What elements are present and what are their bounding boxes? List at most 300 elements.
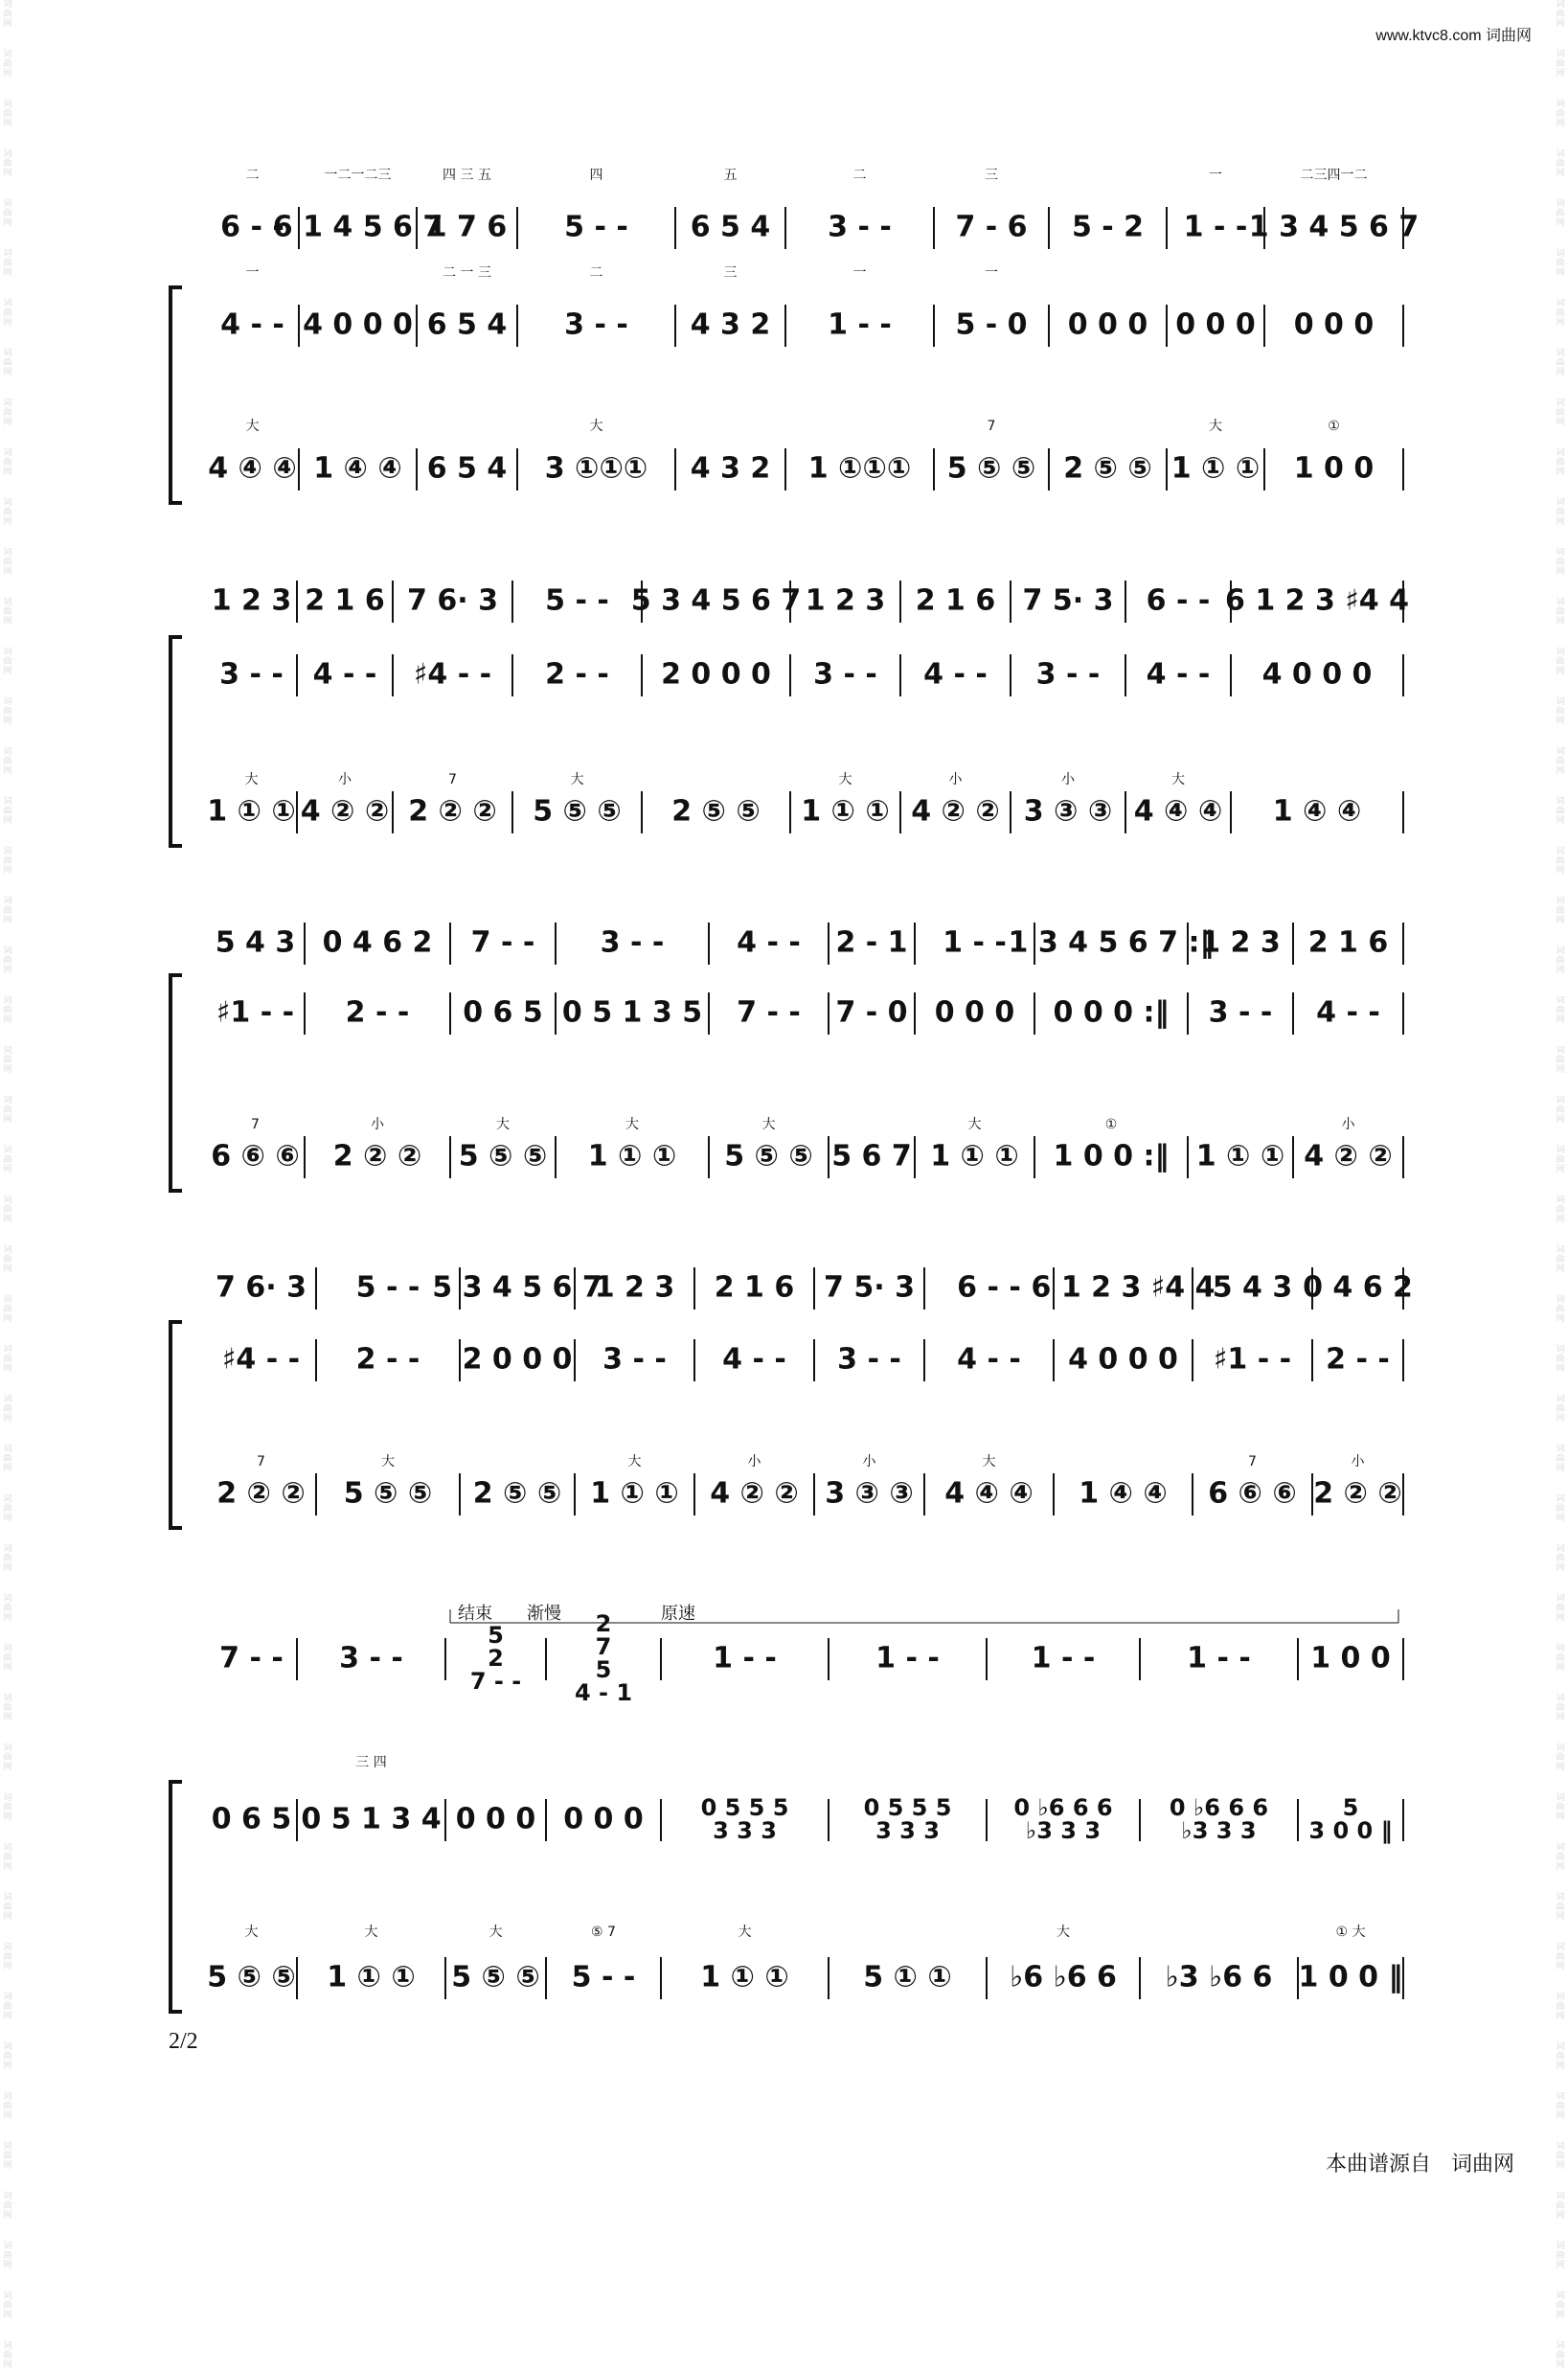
watermark-text: 词曲网 — [1556, 2142, 1565, 2171]
watermark-text: 词曲网 — [1556, 897, 1565, 925]
note-group: 4 - - — [312, 657, 377, 692]
note-group: 3 - - — [813, 657, 877, 692]
system-brace — [170, 287, 182, 503]
note-group: ♭3 ♭6 6 — [1165, 1960, 1273, 1994]
note-group: 5 — [595, 1656, 612, 1683]
watermark-text: 词曲网 — [1556, 349, 1565, 377]
watermark-text: 词曲网 — [1556, 1644, 1565, 1673]
watermark-text: 词曲网 — [3, 149, 12, 178]
note-group: 4 - - — [1316, 995, 1380, 1030]
note-group: 1 ① ① — [1195, 1139, 1285, 1174]
note-group: 2 — [595, 1610, 612, 1637]
watermark-text: 词曲网 — [1556, 996, 1565, 1025]
watermark-text: 词曲网 — [3, 2341, 12, 2370]
fingering-mark: 五 — [723, 168, 738, 183]
watermark-text: 词曲网 — [3, 1295, 12, 1324]
note-group: 2 - - — [545, 657, 609, 692]
note-group: 6 - - — [957, 1270, 1021, 1305]
fingering-mark: 三 — [723, 265, 738, 281]
fingering-mark: 7 — [448, 772, 457, 787]
note-group: 4 - - — [737, 925, 801, 960]
note-group: 1 ① ① — [207, 794, 296, 829]
note-group: 1 2 3 — [211, 583, 292, 618]
note-group: 1 - - — [1031, 1641, 1096, 1675]
fingering-mark: ① — [1104, 1117, 1118, 1132]
watermark-text: 词曲网 — [1556, 697, 1565, 726]
note-group: 1 - - — [875, 1641, 940, 1675]
watermark-text: 词曲网 — [1556, 598, 1565, 627]
note-group: 5 - - — [545, 583, 609, 618]
fingering-mark: 二 — [589, 265, 603, 281]
note-group: 0 ♭6 6 6 — [1169, 1794, 1269, 1821]
note-group: 1 2 3 — [1200, 925, 1281, 960]
system-brace — [170, 637, 182, 846]
watermark-text: 词曲网 — [3, 1445, 12, 1473]
watermark-text: 词曲网 — [1556, 1096, 1565, 1125]
note-group: 2 0 0 0 — [661, 657, 771, 692]
watermark-text: 词曲网 — [3, 1743, 12, 1772]
watermark-text: 词曲网 — [1556, 2042, 1565, 2071]
note-group: 4 - - — [957, 1342, 1021, 1377]
note-group: 1 ① ① — [327, 1960, 416, 1994]
note-group: 7 5· 3 — [824, 1270, 915, 1305]
fingering-mark: ⑤ 7 — [591, 1925, 616, 1940]
watermark-text: 词曲网 — [3, 498, 12, 527]
watermark-text: 词曲网 — [1556, 1196, 1565, 1224]
watermark-text: 词曲网 — [3, 598, 12, 627]
watermark-text: 词曲网 — [3, 2242, 12, 2270]
fingering-mark: 小 — [862, 1454, 876, 1470]
note-group: 1 ① ① — [801, 794, 890, 829]
note-group: 0 0 0 — [1293, 308, 1375, 342]
note-group: ♯4 - - — [221, 1342, 301, 1377]
note-group: 4 - 1 — [574, 1679, 633, 1706]
fingering-mark: 四 三 五 — [443, 168, 491, 183]
watermark-text: 词曲网 — [3, 648, 12, 676]
note-group: 3 - - — [1208, 995, 1273, 1030]
watermark-text: 词曲网 — [3, 1793, 12, 1822]
note-group: 3 0 0 ‖ — [1308, 1817, 1393, 1844]
note-group: 1 7 6 — [426, 210, 508, 244]
note-group: 7 - - — [470, 925, 535, 960]
note-group: 5 - - — [355, 1270, 420, 1305]
fingering-mark: 7 — [987, 419, 996, 434]
note-group: ♯4 - - — [413, 657, 492, 692]
watermark-text: 词曲网 — [1556, 1943, 1565, 1971]
note-group: 2 ② ② — [216, 1476, 306, 1511]
note-group: 1 ④ ④ — [313, 451, 402, 486]
note-group: 4 ④ ④ — [944, 1476, 1034, 1511]
note-group: 6 ⑥ ⑥ — [211, 1139, 300, 1174]
watermark-text: 词曲网 — [3, 349, 12, 377]
fingering-mark: 二 — [852, 168, 867, 183]
note-group: 5 - 0 — [955, 308, 1028, 342]
watermark-text: 词曲网 — [1556, 1046, 1565, 1075]
watermark-text: 词曲网 — [3, 399, 12, 427]
fingering-mark: 大 — [244, 1925, 259, 1940]
note-group: 5 ⑤ ⑤ — [207, 1960, 296, 1994]
note-group: 1 ① ① — [700, 1960, 789, 1994]
system-brace — [170, 1782, 182, 2012]
note-group: 5 - - — [564, 210, 628, 244]
note-group: 5 3 4 5 6 7 — [630, 583, 802, 618]
watermark-text: 词曲网 — [1556, 946, 1565, 975]
fingering-mark: 大 — [364, 1925, 378, 1940]
watermark-text: 词曲网 — [1556, 1594, 1565, 1623]
note-group: 7 6· 3 — [407, 583, 498, 618]
fingering-mark: 小 — [948, 772, 963, 787]
watermark-text: 词曲网 — [1556, 448, 1565, 477]
watermark-text: 词曲网 — [3, 2092, 12, 2121]
note-group: 1 0 0 :‖ — [1053, 1139, 1170, 1174]
note-group: 5 ⑤ ⑤ — [451, 1960, 540, 1994]
watermark-text: 词曲网 — [3, 1694, 12, 1722]
watermark-text: 词曲网 — [3, 249, 12, 278]
watermark-text: 词曲网 — [3, 1993, 12, 2021]
watermark-text: 词曲网 — [3, 1644, 12, 1673]
note-group: 2 ⑤ ⑤ — [1063, 451, 1152, 486]
note-group: ♯1 - - — [1213, 1342, 1292, 1377]
note-group: 7 - - — [469, 1668, 522, 1695]
fingering-mark: 一 — [985, 265, 998, 281]
fingering-mark: 一 — [245, 265, 260, 281]
fingering-mark: 小 — [1061, 772, 1075, 787]
note-group: 1 ① ① — [590, 1476, 679, 1511]
fingering-mark: 大 — [761, 1117, 776, 1132]
marking-rit: 渐慢 — [527, 1604, 561, 1624]
note-group: 2 - - — [355, 1342, 420, 1377]
watermark-text: 词曲网 — [3, 448, 12, 477]
note-group: 2 - - — [1326, 1342, 1390, 1377]
note-group: 3 - - — [1035, 657, 1101, 692]
note-group: 6 5 4 — [426, 308, 508, 342]
watermark-text: 词曲网 — [3, 946, 12, 975]
note-group: 7 6· 3 — [216, 1270, 307, 1305]
note-group: 5 4 3 — [215, 925, 296, 960]
note-group: 0 0 0 — [1067, 308, 1148, 342]
fingering-mark: ① 大 — [1335, 1925, 1366, 1940]
note-group: 0 4 6 2 — [322, 925, 433, 960]
watermark-text: 词曲网 — [3, 2291, 12, 2320]
note-group: 6 ⑥ ⑥ — [1208, 1476, 1297, 1511]
note-group: 1 - - — [828, 308, 892, 342]
watermark-text: 词曲网 — [3, 100, 12, 128]
watermark-text: 词曲网 — [3, 1146, 12, 1174]
note-group: 5 ⑤ ⑤ — [343, 1476, 433, 1511]
note-group: 0 5 5 5 — [863, 1794, 952, 1821]
note-group: 7 - - — [737, 995, 801, 1030]
note-group: 4 0 0 0 — [1261, 657, 1373, 692]
watermark-text: 词曲网 — [1556, 149, 1565, 178]
watermark-text: 词曲网 — [3, 1345, 12, 1374]
note-group: 7 5· 3 — [1022, 583, 1114, 618]
note-group: 2 1 6 — [305, 583, 385, 618]
note-group: 7 - - — [219, 1641, 284, 1675]
fingering-mark: 三 — [985, 168, 998, 183]
note-group: 2 - 1 — [835, 925, 908, 960]
watermark-text: 词曲网 — [1556, 1544, 1565, 1573]
watermark-text: 词曲网 — [3, 1843, 12, 1872]
note-group: 4 ④ ④ — [1133, 794, 1223, 829]
note-group: 4 ② ② — [1304, 1139, 1393, 1174]
watermark-text: 词曲网 — [1556, 1395, 1565, 1424]
note-group: 0 0 0 — [934, 995, 1015, 1030]
source-credit — [1326, 2148, 1514, 2177]
watermark-text: 词曲网 — [3, 0, 12, 29]
fingering-mark: 大 — [1171, 772, 1185, 787]
page-number: 2/2 — [169, 2029, 198, 2054]
watermark-text: 词曲网 — [1556, 199, 1565, 228]
watermark-text: 词曲网 — [1556, 1245, 1565, 1274]
watermark-text: 词曲网 — [3, 1096, 12, 1125]
watermark-text: 词曲网 — [1556, 1793, 1565, 1822]
watermark-text: 词曲网 — [1556, 1445, 1565, 1473]
fingering-mark: 四 — [589, 168, 603, 183]
note-group: 7 - 0 — [835, 995, 908, 1030]
watermark-text: 词曲网 — [3, 1395, 12, 1424]
note-group: 0 6 5 — [463, 995, 543, 1030]
note-group: 1 0 0 — [1310, 1641, 1391, 1675]
fingering-mark: 二 一 三 — [443, 265, 491, 281]
watermark-text: 词曲网 — [1556, 747, 1565, 776]
note-group: 5 — [1342, 1794, 1359, 1821]
system-brace — [170, 1322, 182, 1528]
fingering-mark: 大 — [489, 1925, 503, 1940]
watermark-text: 词曲网 — [3, 1245, 12, 1274]
fingering-mark: 大 — [381, 1454, 395, 1470]
note-group: 3 3 3 — [875, 1817, 940, 1844]
note-group: 5 — [488, 1622, 504, 1649]
watermark-text: 词曲网 — [1556, 1295, 1565, 1324]
watermark-text: 词曲网 — [1556, 2092, 1565, 2121]
note-group: 2 1 6 — [714, 1270, 795, 1305]
note-group: 1 - - — [1183, 210, 1248, 244]
note-group: 4 3 2 — [690, 451, 771, 486]
fingering-mark: 大 — [1209, 419, 1222, 434]
fingering-mark: 大 — [1057, 1925, 1070, 1940]
fingering-mark: 小 — [1341, 1117, 1355, 1132]
note-group: 0 0 0 — [563, 1802, 644, 1836]
watermark-text: 词曲网 — [1556, 1843, 1565, 1872]
note-group: 0 5 1 3 4 — [301, 1802, 442, 1836]
watermark-text: 词曲网 — [1556, 648, 1565, 676]
note-group: 5 ⑤ ⑤ — [458, 1139, 548, 1174]
watermark-text: 词曲网 — [1556, 847, 1565, 876]
note-group: 2 ⑤ ⑤ — [671, 794, 761, 829]
note-group: 2 ⑤ ⑤ — [472, 1476, 562, 1511]
note-group: 1 ①①① — [807, 451, 912, 486]
note-group: 0 6 5 — [211, 1802, 292, 1836]
site-url: www.ktvc8.com 词曲网 — [1375, 28, 1532, 44]
note-group: 5 ⑤ ⑤ — [533, 794, 622, 829]
note-group: 3 ③ ③ — [825, 1476, 914, 1511]
watermark-text: 词曲网 — [3, 548, 12, 577]
fingering-mark: 7 — [251, 1117, 260, 1132]
note-group: 2 — [488, 1645, 504, 1672]
note-group: 2 ② ② — [1313, 1476, 1402, 1511]
watermark-text: 词曲网 — [1556, 0, 1565, 29]
watermark-text: 词曲网 — [1556, 1893, 1565, 1922]
watermark-text: 词曲网 — [3, 897, 12, 925]
note-group: 3 - - — [219, 657, 284, 692]
watermark-text: 词曲网 — [1556, 100, 1565, 128]
note-group: 3 - - — [602, 1342, 667, 1377]
fingering-mark: 一 — [852, 265, 867, 281]
note-group: ♯1 - - — [216, 995, 295, 1030]
fingering-mark: 一 — [1209, 168, 1222, 183]
note-group: 0 5 5 5 — [700, 1794, 789, 1821]
note-group: 3 - - — [600, 925, 665, 960]
note-group: 0 ♭6 6 6 — [1013, 1794, 1113, 1821]
watermark-text: 词曲网 — [1556, 1743, 1565, 1772]
note-group: ♭3 3 3 — [1025, 1817, 1102, 1844]
note-group: 5 4 3 — [1212, 1270, 1293, 1305]
note-group: 1 - - — [1187, 1641, 1251, 1675]
fingering-mark: 一二一二三 — [324, 168, 392, 183]
note-group: 3 - - — [828, 210, 892, 244]
watermark-text: 词曲网 — [3, 797, 12, 826]
note-group: 1 ④ ④ — [1079, 1476, 1168, 1511]
fingering-mark: 小 — [1351, 1454, 1365, 1470]
fingering-mark: 小 — [338, 772, 352, 787]
note-group: 1 - - — [943, 925, 1007, 960]
note-group: 4 - - — [220, 308, 284, 342]
note-group: 2 ② ② — [332, 1139, 422, 1174]
marking-a-tempo: 原速 — [661, 1604, 695, 1624]
fingering-mark: 大 — [838, 772, 852, 787]
fingering-mark: 7 — [257, 1454, 265, 1470]
watermark-text: 词曲网 — [3, 1494, 12, 1523]
system-brace — [170, 975, 182, 1191]
note-group: 2 1 6 — [1307, 925, 1389, 960]
note-group: 2 ② ② — [408, 794, 497, 829]
fingering-mark: 7 — [1248, 1454, 1257, 1470]
watermark-text: 词曲网 — [1556, 2341, 1565, 2370]
note-group: 3 3 3 — [713, 1817, 777, 1844]
fingering-mark: 大 — [244, 772, 259, 787]
watermark-text: 词曲网 — [1556, 1345, 1565, 1374]
watermark-text: 词曲网 — [1556, 2291, 1565, 2320]
note-group: 3 - - — [339, 1641, 403, 1675]
note-group: 5 ⑤ ⑤ — [946, 451, 1036, 486]
note-group: 2 - - — [345, 995, 410, 1030]
note-group: 3 - - — [837, 1342, 901, 1377]
note-group: 6 5 4 — [426, 451, 508, 486]
note-group: 5 6 7 — [831, 1139, 912, 1174]
note-group: 5 ① ① — [863, 1960, 952, 1994]
fingering-mark: 大 — [496, 1117, 510, 1132]
watermark-text: 词曲网 — [1556, 399, 1565, 427]
watermark-text: 词曲网 — [3, 50, 12, 79]
note-group: 0 0 0 — [455, 1802, 536, 1836]
watermark-text: 词曲网 — [3, 1196, 12, 1224]
note-group: 2 1 6 — [915, 583, 996, 618]
note-group: 4 0 0 0 — [1068, 1342, 1178, 1377]
watermark-text: 词曲网 — [3, 747, 12, 776]
watermark-text: 词曲网 — [3, 2142, 12, 2171]
note-group: 7 - 6 — [955, 210, 1028, 244]
note-group: 1 3 4 5 6 7 :‖ — [1008, 925, 1215, 960]
watermark-text: 词曲网 — [3, 1594, 12, 1623]
note-group: 4 - - — [923, 657, 988, 692]
watermark-text: 词曲网 — [1556, 249, 1565, 278]
fingering-mark: 二 — [245, 168, 260, 183]
note-group: 1 ④ ④ — [1272, 794, 1362, 829]
fingering-mark: ① — [1328, 419, 1340, 434]
note-group: 5 ⑤ ⑤ — [724, 1139, 813, 1174]
note-group: 3 ③ ③ — [1023, 794, 1113, 829]
note-group: 5 3 4 5 6 7 — [432, 1270, 602, 1305]
fingering-mark: 大 — [967, 1117, 982, 1132]
watermark-text: 词曲网 — [1556, 498, 1565, 527]
fingering-mark: 大 — [625, 1117, 639, 1132]
note-group: 1 ① ① — [1170, 451, 1261, 486]
note-group: 2 0 0 0 — [462, 1342, 573, 1377]
fingering-mark: 大 — [982, 1454, 996, 1470]
note-group: 4 0 0 0 — [303, 308, 413, 342]
source-site: 词曲网 — [1450, 2153, 1514, 2176]
watermark-text: 词曲网 — [1556, 548, 1565, 577]
note-group: 3 ①①① — [544, 451, 648, 486]
note-group: 5 - - — [571, 1960, 636, 1994]
fingering-mark: 大 — [627, 1454, 642, 1470]
fingering-mark: 大 — [570, 772, 584, 787]
note-group: ♭3 3 3 — [1181, 1817, 1257, 1844]
watermark-text: 词曲网 — [1556, 2242, 1565, 2270]
note-group: 0 0 0 :‖ — [1053, 995, 1170, 1030]
note-group: 1 0 0 — [1293, 451, 1375, 486]
note-group: 0 5 1 3 5 — [561, 995, 703, 1030]
note-group: 4 ② ② — [911, 794, 1000, 829]
watermark-text: 词曲网 — [3, 199, 12, 228]
watermark-text: 词曲网 — [3, 2192, 12, 2221]
fingering-mark: 大 — [245, 419, 260, 434]
watermark-text: 词曲网 — [3, 1046, 12, 1075]
note-group: 6 1 4 5 6 7 — [272, 210, 443, 244]
note-group: 6 1 2 3 ♯4 4 — [1225, 583, 1409, 618]
note-group: 1 ① ① — [587, 1139, 677, 1174]
source-label: 本曲谱源自 — [1325, 2153, 1431, 2176]
watermark-text: 词曲网 — [1556, 797, 1565, 826]
watermark-text: 词曲网 — [1556, 1146, 1565, 1174]
watermark-text: 词曲网 — [3, 1893, 12, 1922]
note-group: 6 5 4 — [690, 210, 771, 244]
note-group: 4 - - — [722, 1342, 786, 1377]
fingering-mark: 小 — [371, 1117, 384, 1132]
watermark-text: 词曲网 — [3, 1943, 12, 1971]
note-group: 4 - - — [1146, 657, 1211, 692]
note-group: 6 - - — [220, 210, 284, 244]
note-group: 5 - 2 — [1071, 210, 1145, 244]
marking-end: 结束 — [458, 1604, 492, 1624]
note-group: 4 ② ② — [300, 794, 390, 829]
fingering-mark: 三 四 — [355, 1755, 387, 1770]
note-group: 1 0 0 ‖ — [1298, 1960, 1403, 1994]
note-group: 1 3 4 5 6 7 — [1248, 210, 1420, 244]
watermark-text: 词曲网 — [3, 697, 12, 726]
note-group: 1 2 3 — [594, 1270, 675, 1305]
note-group: 4 ④ ④ — [208, 451, 297, 486]
note-group: 6 - - — [1146, 583, 1211, 618]
note-group: ♭6 ♭6 6 — [1010, 1960, 1117, 1994]
watermark-text: 词曲网 — [1556, 1494, 1565, 1523]
watermark-text: 词曲网 — [3, 2042, 12, 2071]
watermark-text: 词曲网 — [1556, 50, 1565, 79]
watermark-text: 词曲网 — [3, 299, 12, 328]
watermark-text: 词曲网 — [1556, 2192, 1565, 2221]
note-group: 1 2 3 — [805, 583, 886, 618]
note-group: 0 0 0 — [1175, 308, 1256, 342]
